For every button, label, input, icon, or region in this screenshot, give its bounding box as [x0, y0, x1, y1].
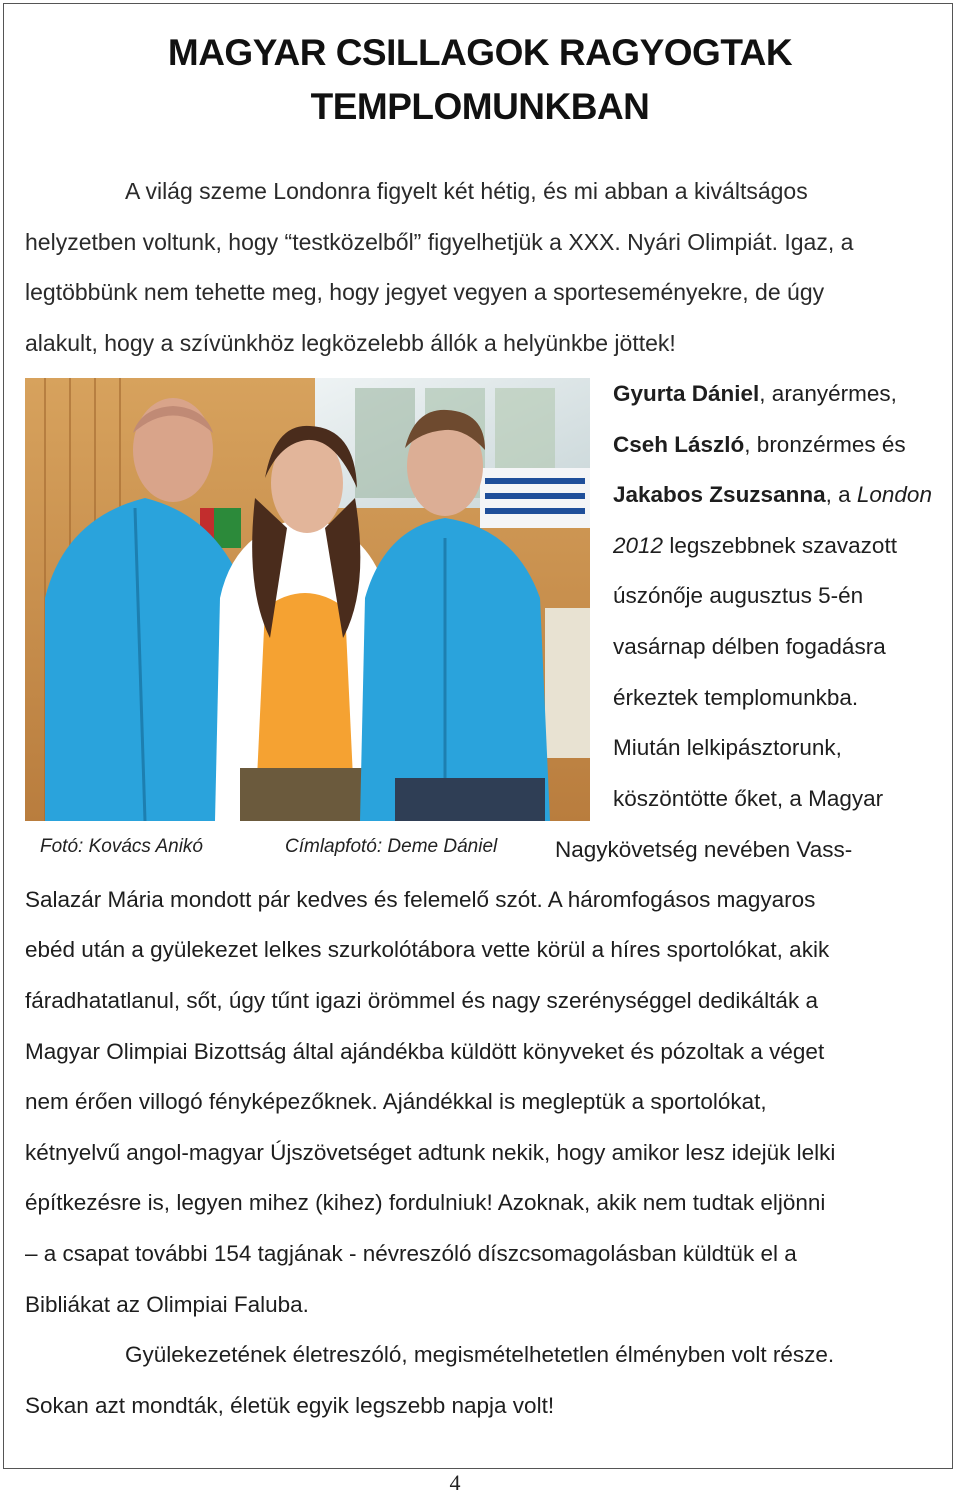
side-text-italic: 2012: [613, 533, 664, 558]
article-title-line-2: TEMPLOMUNKBAN: [310, 86, 650, 127]
side-text-line: [613, 432, 906, 458]
intro-line: legtöbbünk nem tehette meg, hogy jegyet vegyen a sporteseményekre, de úgy: [25, 279, 825, 305]
intro-line: A világ szeme Londonra figyelt két hétig, és mi abban a kiváltságos: [125, 178, 808, 204]
side-text-line: [613, 482, 932, 508]
side-text: , aranyérmes,: [759, 381, 897, 406]
intro-line: alakult, hogy a szívünkhöz legközelebb állók a helyünkbe jöttek!: [25, 330, 676, 356]
photo-credit-caption: Fotó: Kovács Anikó: [40, 836, 203, 857]
body-line: Bibliákat az Olimpiai Faluba.: [25, 1292, 309, 1317]
side-text-line: [613, 533, 897, 559]
closing-line: Sokan azt mondták, életük egyik legszebb napja volt!: [25, 1393, 555, 1418]
side-text: , bronzérmes és: [744, 432, 906, 457]
athlete-name: Jakabos Zsuzsanna: [613, 482, 826, 507]
body-line: ebéd után a gyülekezet lelkes szurkolótábora vette körül a híres sportolókat, akik: [25, 937, 830, 962]
side-text-line: érkeztek templomunkba.: [613, 685, 859, 710]
body-line: fáradhatatlanul, sőt, úgy tűnt igazi örömmel és nagy szerénységgel dedikálták a: [25, 988, 818, 1013]
athlete-name: Gyurta Dániel: [613, 381, 760, 406]
athletes-photo: [25, 378, 590, 821]
side-text: legszebbnek szavazott: [663, 533, 897, 558]
body-line: – a csapat további 154 tagjának - névreszóló díszcsomagolásban küldtük el a: [25, 1241, 797, 1266]
side-text-line: Nagykövetség nevében Vass-: [555, 837, 853, 862]
page-number: 4: [449, 1470, 461, 1495]
cover-credit-caption: Címlapfotó: Deme Dániel: [285, 836, 498, 857]
side-text-line: úszónője augusztus 5-én: [613, 583, 864, 608]
side-text-line: köszöntötte őket, a Magyar: [613, 786, 884, 811]
body-line: építkezésre is, legyen mihez (kihez) fordulniuk! Azoknak, akik nem tudtak eljönni: [25, 1190, 826, 1215]
side-text-line: [613, 381, 897, 407]
athlete-name: Cseh László: [613, 432, 745, 457]
side-text-line: vasárnap délben fogadásra: [613, 634, 886, 659]
side-text-line: Miután lelkipásztorunk,: [613, 735, 842, 760]
body-line: nem érően villogó fényképezőknek. Ajándékkal is megleptük a sportolókat,: [25, 1089, 767, 1114]
intro-line: helyzetben voltunk, hogy “testközelből” figyelhetjük a XXX. Nyári Olimpiát. Igaz, a: [25, 229, 854, 255]
side-text: , a: [825, 482, 857, 507]
body-line: kétnyelvű angol-magyar Újszövetséget adtunk nekik, hogy amikor lesz idejük lelki: [25, 1140, 836, 1165]
closing-line: Gyülekezetének életreszóló, megismételhetetlen élményben volt része.: [125, 1342, 835, 1367]
body-line: Salazár Mária mondott pár kedves és felemelő szót. A háromfogásos magyaros: [25, 887, 816, 912]
body-line: Magyar Olimpiai Bizottság által ajándékba küldött könyveket és pózoltak a véget: [25, 1039, 825, 1064]
article-title-line-1: MAGYAR CSILLAGOK RAGYOGTAK: [167, 32, 793, 73]
side-text-italic: London: [856, 482, 932, 507]
